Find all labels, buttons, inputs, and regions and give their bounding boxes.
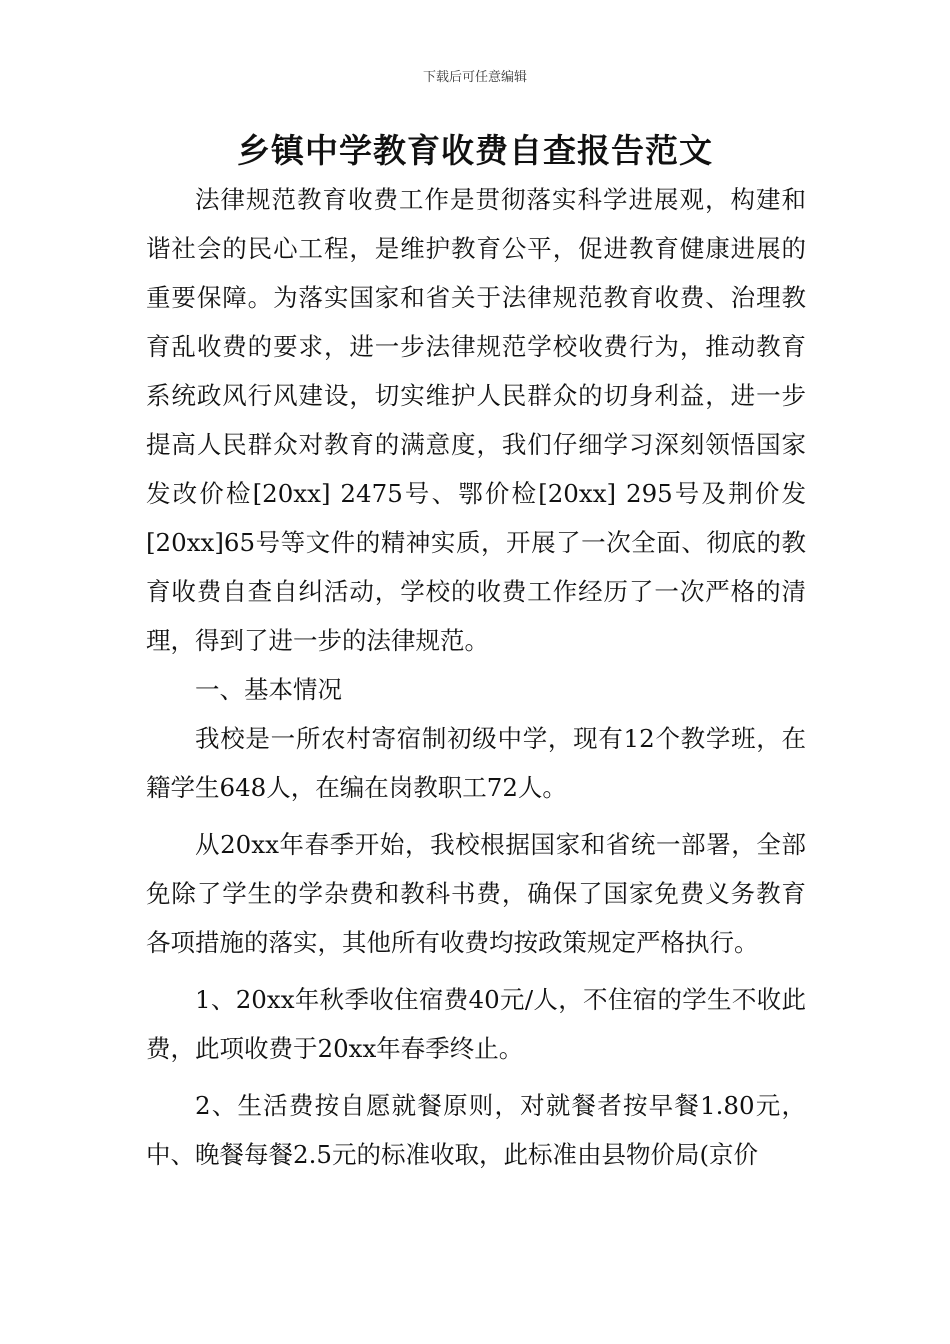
paragraph-intro: 法律规范教育收费工作是贯彻落实科学进展观，构建和谐社会的民心工程，是维护教育公平，促进教育健康进展的重要保障。为落实国家和省关于法律规范教育收费、治理教育乱收费的要求，进一步法律规范学校收费行为，推动教育系统政风行风建设，切实维护人民群众的切身利益，进一步提高人民群众对教育的满意度，我们仔细学习深刻领悟国家发改价检[20xx] 2475号、鄂价检[20xx] 295号及荆价发[20xx]65号等文件的精神实质，开展了一次全面、彻底的教育收费自查自纠活动，学校的收费工作经历了一次严格的清理，得到了进一步的法律规范。 <box>146 185 806 655</box>
document-title: 乡镇中学教育收费自查报告范文 <box>237 131 713 170</box>
paragraph-fee-exemption: 从20xx年春季开始，我校根据国家和省统一部署，全部免除了学生的学杂费和教科书费，确保了国家免费义务教育各项措施的落实，其他所有收费均按政策规定严格执行。 <box>146 830 806 957</box>
paragraph-item-accommodation-fee: 1、20xx年秋季收住宿费40元/人，不住宿的学生不收此费，此项收费于20xx年春季终止。 <box>146 985 806 1063</box>
paragraph-item-living-expenses: 2、生活费按自愿就餐原则，对就餐者按早餐1.80元，中、晚餐每餐2.5元的标准收取，此标准由县物价局(京价 <box>146 1091 806 1169</box>
page-header-note: 下载后可任意编辑 <box>422 70 527 85</box>
section-heading-basic-situation: 一、基本情况 <box>195 675 342 704</box>
document-body <box>146 175 806 1179</box>
paragraph-school-overview: 我校是一所农村寄宿制初级中学，现有12个教学班，在籍学生648人，在编在岗教职工72人。 <box>146 724 806 802</box>
